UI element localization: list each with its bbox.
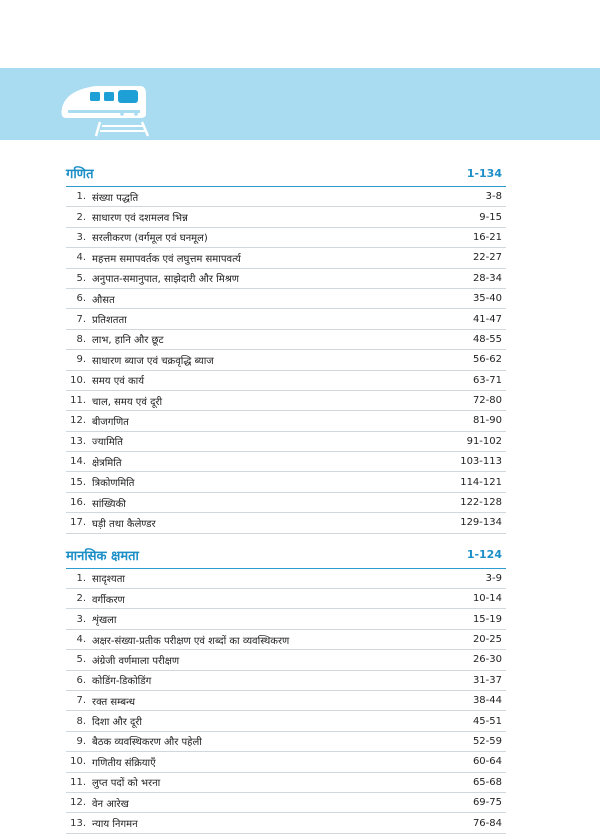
entry-number: 7. [76,695,86,707]
toc-entry [66,752,506,772]
toc-entry [66,432,506,452]
entry-number: 15. [70,476,86,488]
entry-pages: 26-30 [472,654,502,666]
entry-number: 13. [70,435,86,447]
entry-pages: 10-14 [472,593,502,605]
table-of-contents [66,160,506,834]
entry-pages: 122-128 [460,497,502,509]
entry-title: ज्यामिति [92,437,123,449]
entry-number: 16. [70,497,86,509]
entry-title: अनुपात-समानुपात, साझेदारी और मिश्रण [92,274,240,286]
entry-title: सादृश्यता [92,574,125,586]
entry-title: बैठक व्यवस्थिकरण और पहेली [92,737,202,749]
entry-number: 7. [76,313,86,325]
entry-number: 3. [76,231,86,243]
toc-entry [66,711,506,731]
entry-pages: 91-102 [466,435,502,447]
toc-entry [66,452,506,472]
entry-number: 5. [76,654,86,666]
toc-entry [66,472,506,492]
section-title: गणित [66,167,94,182]
entry-title: चाल, समय एवं दूरी [92,396,163,408]
entry-title: क्षेत्रमिति [92,457,122,469]
toc-entry [66,350,506,370]
entry-title: साधारण एवं दशमलव भिन्न [92,213,188,225]
entry-pages: 103-113 [460,456,502,468]
entry-pages: 129-134 [460,517,502,529]
entry-number: 4. [76,634,86,645]
toc-entry [66,248,506,268]
entry-number: 1. [76,572,86,584]
section-items-mental-ability [66,569,506,834]
entry-title: बीजगणित [92,416,129,428]
toc-entry [66,330,506,350]
toc-entry [66,671,506,691]
entry-title: साधारण ब्याज एवं चक्रवृद्धि ब्याज [92,355,214,367]
entry-pages: 15-19 [472,613,502,625]
entry-title: समय एवं कार्य [92,376,145,388]
entry-pages: 81-90 [472,415,502,427]
toc-entry [66,793,506,813]
toc-entry [66,589,506,609]
entry-number: 4. [76,252,86,264]
entry-title: अंग्रेजी वर्णमाला परीक्षण [92,655,180,667]
entry-number: 9. [76,354,86,366]
entry-number: 8. [76,715,86,727]
entry-title: वर्गीकरण [92,594,125,606]
entry-pages: 16-21 [472,231,502,243]
entry-pages: 20-25 [472,634,502,645]
entry-number: 2. [76,593,86,605]
entry-title: सांख्यिकी [92,498,126,510]
entry-number: 10. [70,374,86,386]
entry-number: 10. [70,756,86,768]
toc-entry [66,309,506,329]
entry-number: 14. [70,456,86,468]
entry-title: दिशा और दूरी [92,717,142,729]
entry-number: 5. [76,272,86,284]
entry-number: 12. [70,797,86,809]
header-banner [0,68,600,140]
entry-pages: 48-55 [472,333,502,345]
entry-number: 12. [70,415,86,427]
entry-title: गणितीय संक्रियाएँ [92,757,156,769]
entry-title: त्रिकोणमिति [92,478,135,490]
toc-entry [66,207,506,227]
entry-title: न्याय निगमन [92,819,138,831]
entry-number: 6. [76,674,86,686]
toc-entry [66,228,506,248]
toc-entry [66,813,506,833]
entry-pages: 76-84 [472,817,502,829]
entry-title: लाभ, हानि और छूट [92,335,164,347]
entry-title: लुप्त पदों को भरना [92,778,161,790]
toc-entry [66,630,506,650]
entry-pages: 22-27 [472,252,502,264]
entry-number: 2. [76,211,86,223]
toc-entry [66,569,506,589]
entry-title: महत्तम समापवर्तक एवं लघुत्तम समापवर्त्य [92,253,241,265]
entry-pages: 65-68 [472,776,502,788]
entry-pages: 56-62 [472,354,502,366]
toc-entry [66,691,506,711]
entry-title: कोडिंग-डिकोडिंग [92,676,152,688]
toc-entry [66,493,506,513]
entry-title: रक्त सम्बन्ध [92,696,135,708]
entry-pages: 9-15 [479,211,502,223]
entry-title: संख्या पद्धति [92,192,139,204]
entry-number: 17. [70,517,86,529]
entry-title: औसत [92,294,115,306]
section-page-range: 1-124 [466,548,502,562]
toc-entry [66,513,506,533]
entry-pages: 45-51 [472,715,502,727]
entry-title: शृंखला [92,615,117,627]
entry-pages: 63-71 [472,374,502,386]
entry-pages: 38-44 [472,695,502,707]
toc-entry [66,732,506,752]
entry-number: 8. [76,333,86,345]
entry-pages: 69-75 [472,797,502,809]
entry-pages: 41-47 [472,313,502,325]
entry-title: प्रतिशतता [92,315,127,327]
entry-number: 6. [76,293,86,305]
entry-title: घड़ी तथा कैलेण्डर [92,518,156,530]
entry-number: 9. [76,735,86,747]
toc-entry [66,411,506,431]
section-header-maths [66,160,506,187]
entry-title: सरलीकरण (वर्गमूल एवं घनमूल) [92,233,208,245]
section-header-mental-ability [66,542,506,569]
entry-pages: 35-40 [472,293,502,305]
toc-entry [66,391,506,411]
entry-pages: 3-9 [485,572,502,584]
train-icon [56,74,152,138]
section-title: मानसिक क्षमता [66,548,139,564]
entry-number: 3. [76,613,86,625]
entry-pages: 31-37 [472,674,502,686]
entry-pages: 28-34 [472,272,502,284]
toc-entry [66,609,506,629]
entry-number: 11. [70,395,86,407]
toc-entry [66,269,506,289]
toc-entry [66,289,506,309]
entry-pages: 60-64 [472,756,502,768]
section-items-maths [66,187,506,534]
entry-pages: 114-121 [460,476,502,488]
entry-title: अक्षर-संख्या-प्रतीक परीक्षण एवं शब्दों का व्यवस्थिकरण [92,635,290,647]
entry-pages: 72-80 [472,395,502,407]
toc-entry [66,371,506,391]
entry-pages: 3-8 [485,191,502,203]
toc-entry [66,650,506,670]
entry-number: 1. [76,191,86,203]
entry-number: 11. [70,776,86,788]
section-page-range: 1-134 [466,166,502,180]
toc-entry [66,773,506,793]
entry-title: वेन आरेख [92,798,129,810]
entry-pages: 52-59 [472,735,502,747]
toc-entry [66,187,506,207]
entry-number: 13. [70,817,86,829]
